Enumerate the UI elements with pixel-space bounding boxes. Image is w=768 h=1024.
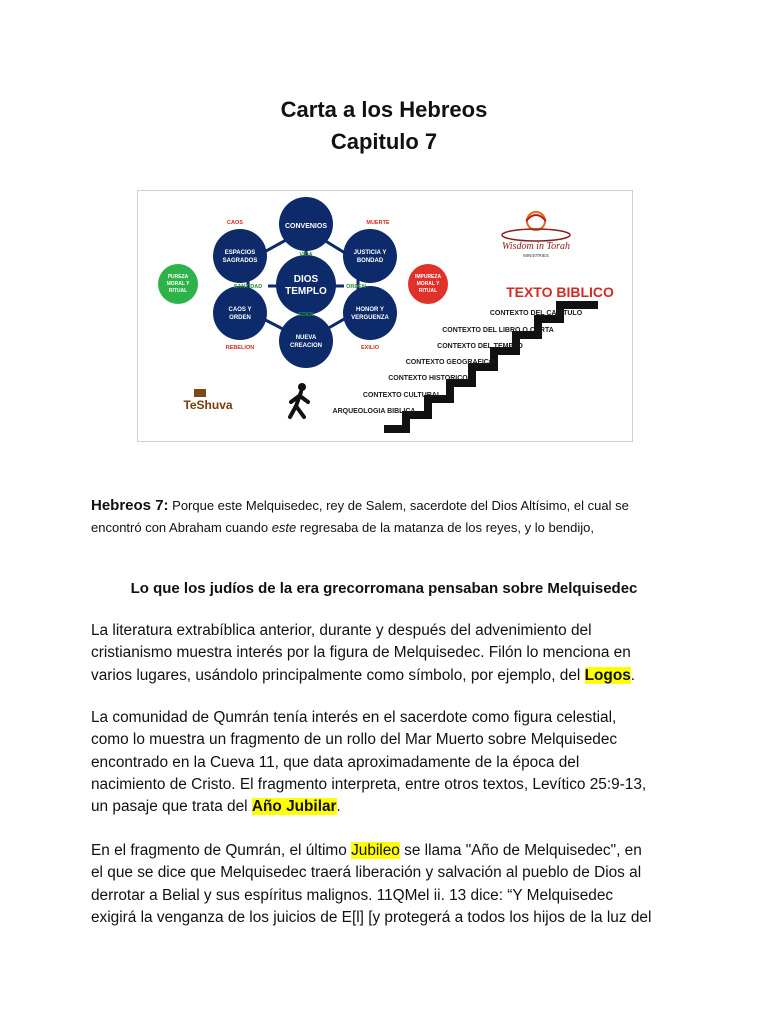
circle-caos-orden [213,286,267,340]
dios-label: DIOS [293,274,319,285]
circle-honor-verguenza [343,286,397,340]
logos-highlight: Logos [584,666,631,684]
nueva-label: NUEVA [295,335,317,341]
impureza-line3: RITUAL [418,288,438,294]
verse-label: Hebreos 7: [91,497,169,514]
justicia-label: JUSTICIA Y [353,250,387,256]
study-diagram-image [137,190,633,442]
eden-label: EDEN [298,312,314,318]
circle-nueva-creacion [279,314,333,368]
chapter-title: Capitulo 7 [330,129,438,154]
impureza-line1: IMPUREZA [414,274,442,280]
vida-label: VIDA [299,252,313,258]
stair-label-capitulo: CONTEXTO DEL CAPITULO [489,310,583,317]
verse-paragraph [91,495,681,539]
pureza-circle [158,264,198,304]
teshuva-logo [183,389,232,412]
p2-line1: La comunidad de Qumrán tenía interés en el sacerdote como figura celestial, [91,709,617,726]
p3-line1a: En el fragmento de Qumrán, el último [91,842,352,859]
stair-label-libro: CONTEXTO DEL LIBRO O CARTA [442,327,554,334]
stair-label-geografico: CONTEXTO GEOGRAFICO [405,359,495,366]
p1-line2: cristianismo muestra interés por la figura de Melquisedec. Filón lo menciona en [91,644,631,662]
muerte-label: MUERTE [366,220,390,226]
caos-label: CAOS [227,220,243,226]
santidad-label: SANTIDAD [233,284,263,290]
p3-line3: derrotar a Belial y sus espíritus malignos. 11QMel ii. 13 dice: “Y Melquisedec [91,886,614,904]
document-title: Carta a los Hebreos [280,97,488,122]
paragraph-1 [91,620,681,687]
p3-line1b: se llama "Año de Melquisedec", en [399,842,642,859]
rebelion-label: REBELION [225,345,255,351]
section-heading: Lo que los judíos de la era grecorromana pensaban sobre Melquisedec [130,580,638,597]
espacios-label: ESPACIOS [224,250,256,256]
impureza-line2: MORAL Y [416,281,440,287]
ministries-text: MINISTRIES [523,253,549,258]
bondad-label: BONDAD [356,258,384,264]
paragraph-3 [91,840,681,929]
orden-inner-label: ORDEN [229,315,251,321]
p2-line4: nacimiento de Cristo. El fragmento interpreta, entre otros textos, Levítico 25:9-13, [91,775,647,793]
exilio-label: EXILIO [360,345,380,351]
p3-line2: el que se dice que Melquisedec traerá liberación y salvación al pueblo de Dios al [91,864,642,882]
creacion-label: CREACION [289,343,323,349]
teshuva-text: TeShuva [183,398,233,412]
sagrados-label: SAGRADOS [222,258,258,264]
convenios-label: CONVENIOS [284,223,328,230]
verse-line2b: regresaba de la matanza de los reyes, y lo bendijo, [296,520,594,536]
paragraph-2 [91,707,681,818]
caos-y-label: CAOS Y [228,307,252,313]
p2-line2: como lo muestra un fragmento de un rollo del Mar Muerto sobre Melquisedec [91,731,618,749]
wisdom-logo-text: Wisdom in Torah [502,241,570,252]
walking-person-icon [290,383,308,417]
jubileo-highlight: Jubileo [351,842,400,859]
stair-label-historico: CONTEXTO HISTORICO [388,375,468,382]
circle-justicia-bondad [343,229,397,283]
verse-line1: Porque este Melquisedec, rey de Salem, sacerdote del Dios Altísimo, el cual se [168,498,629,513]
ano-jubilar-highlight: Año Jubilar [251,798,337,816]
pureza-line3: RITUAL [168,288,188,294]
texto-biblico-title: TEXTO BIBLICO [506,284,614,300]
p2-line3: encontrado en la Cueva 11, que data aproximadamente de la época del [91,753,580,771]
p1-line3a: varios lugares, usándolo principalmente como símbolo, por ejemplo, del [91,666,585,684]
stairs-graphic [384,305,598,429]
verguenza-label: VERGUENZA [351,315,389,321]
wisdom-in-torah-logo [502,212,570,258]
impureza-circle [408,264,448,304]
p1-line3b: . [630,666,636,684]
honor-label: HONOR Y [356,307,384,313]
pureza-line2: MORAL Y [166,281,190,287]
verse-line2a: encontró con Abraham cuando [91,520,272,536]
stair-label-arqueologia: ARQUEOLOGIA BIBLICA [332,408,416,415]
p2-line5a: un pasaje que trata del [91,798,252,816]
circle-espacios-sagrados [213,229,267,283]
orden-label: ORDEN [346,284,366,290]
p1-line1: La literatura extrabíblica anterior, durante y después del advenimiento del [91,622,592,639]
stair-label-templo: CONTEXTO DEL TEMPLO [437,343,523,350]
p2-line5b: . [336,798,341,816]
p3-line4: exigirá la venganza de los juicios de E[l] [y protegerá a todos los hijos de la luz del [91,908,652,926]
circle-dios-templo [276,255,336,315]
verse-italic-word: este [271,520,297,536]
stair-label-cultural: CONTEXTO CULTURAL [362,392,442,399]
pureza-line1: PUREZA [167,274,189,280]
templo-label: TEMPLO [285,286,327,297]
circle-convenios [279,197,333,251]
